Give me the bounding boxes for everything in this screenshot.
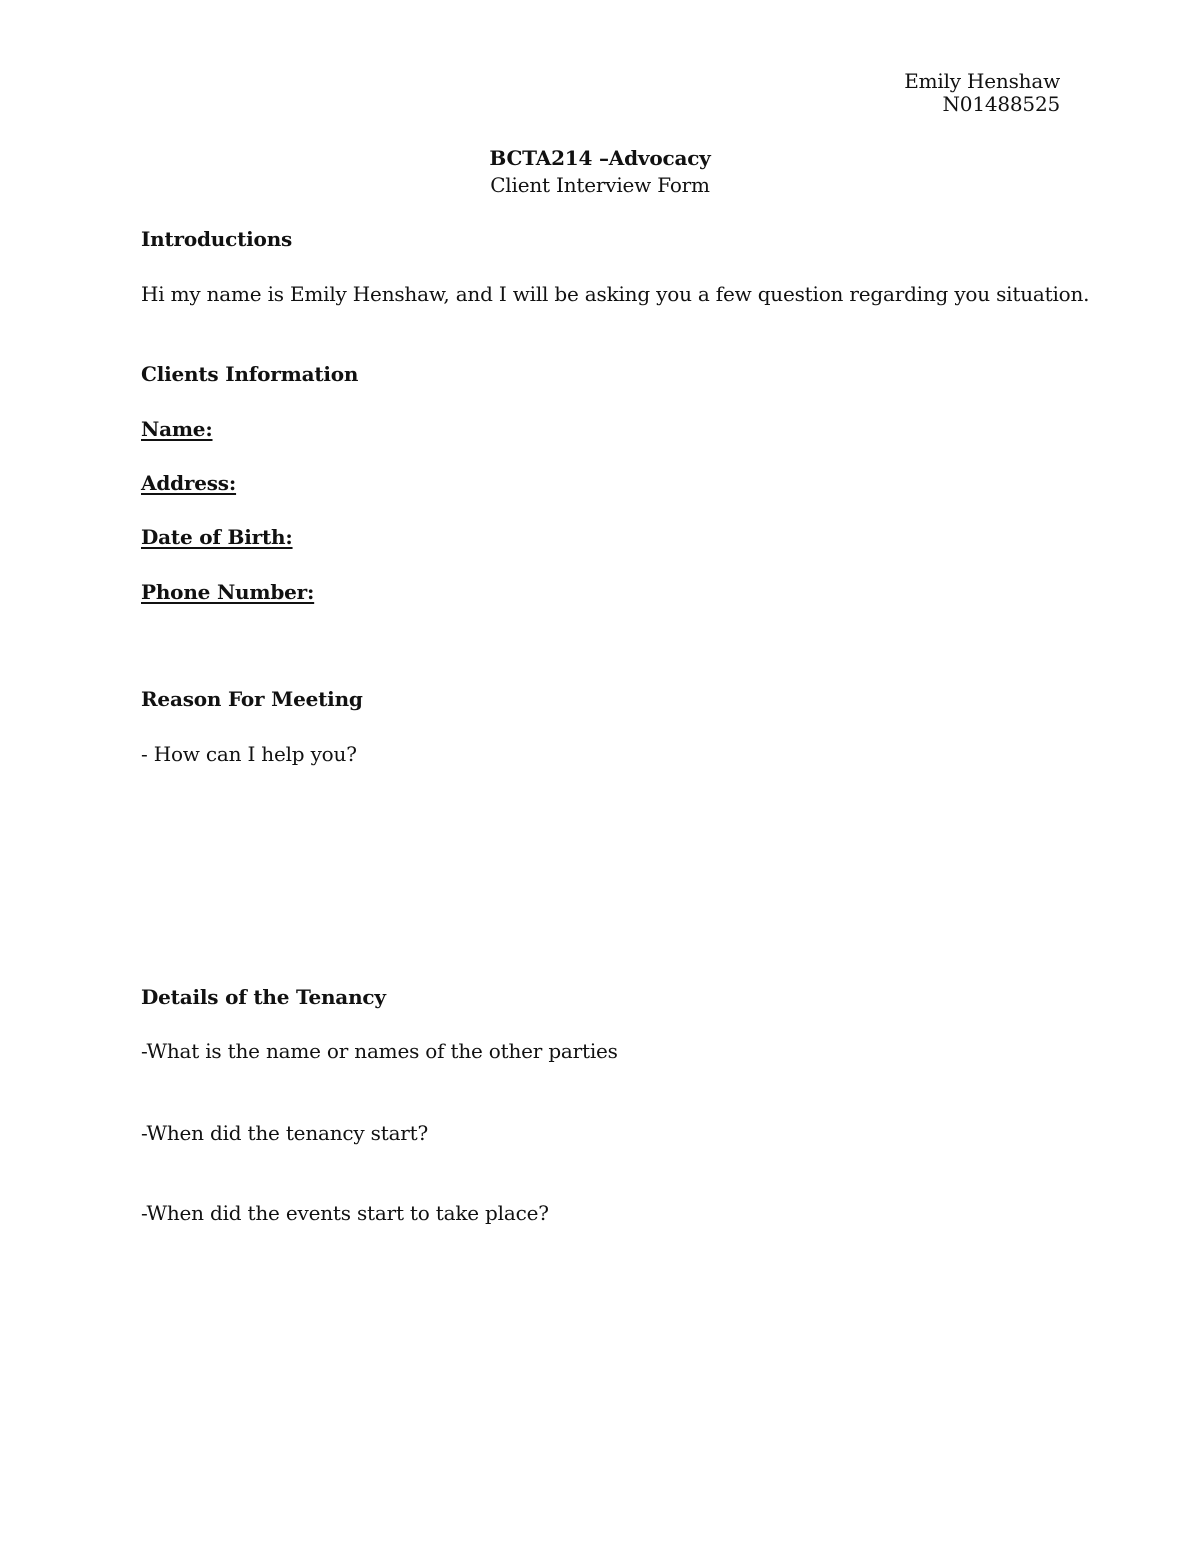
- phone-number-label: Phone Number:: [141, 580, 315, 604]
- tenancy-question-parties: -What is the name or names of the other parties: [141, 1039, 618, 1063]
- student-id: N01488525: [942, 92, 1060, 116]
- reason-heading: Reason For Meeting: [141, 687, 363, 711]
- tenancy-question-start: -When did the tenancy start?: [141, 1121, 429, 1145]
- course-title: BCTA214 –Advocacy: [489, 146, 711, 170]
- introduction-text: Hi my name is Emily Henshaw, and I will be asking you a few question regarding you situation.: [141, 282, 1090, 306]
- tenancy-heading: Details of the Tenancy: [141, 985, 386, 1009]
- name-label: Name:: [141, 417, 213, 441]
- introductions-heading: Introductions: [141, 227, 293, 251]
- client-info-heading: Clients Information: [141, 362, 359, 386]
- reason-question: - How can I help you?: [141, 742, 357, 766]
- author-name: Emily Henshaw: [904, 69, 1060, 93]
- tenancy-question-events: -When did the events start to take place?: [141, 1201, 549, 1225]
- form-subtitle: Client Interview Form: [490, 173, 710, 197]
- address-label: Address:: [141, 471, 237, 495]
- date-of-birth-label: Date of Birth:: [141, 525, 293, 549]
